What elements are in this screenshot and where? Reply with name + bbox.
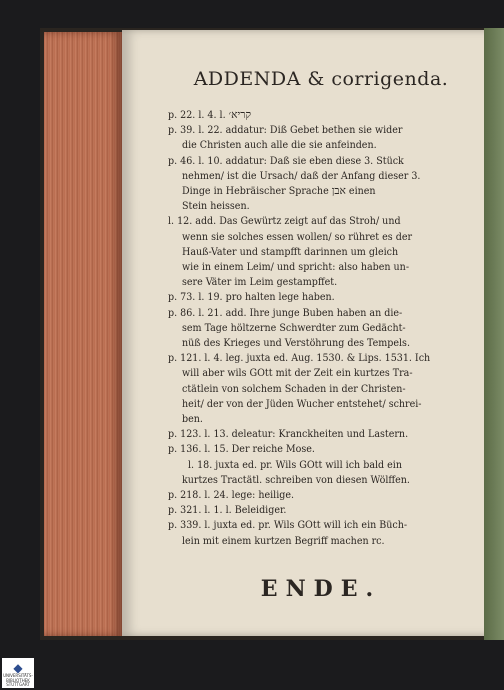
entry-line: wenn sie solches essen wollen/ so rühret es der [182, 230, 413, 243]
entry-line: p. 22. l. 4. l. קריא׳ [168, 109, 252, 121]
entry-line: wie in einem Leim/ und spricht: also haben un- [182, 261, 410, 274]
book-page [122, 30, 504, 636]
corrigendum-entry [168, 290, 504, 305]
library-logo-line: BIBLIOTHEK [6, 677, 30, 683]
entry-line: p. 121. l. 4. leg. juxta ed. Aug. 1530. & Lips. 1531. Ich [168, 352, 431, 365]
entry-line: l. 18. juxta ed. pr. Wils GOtt will ich bald ein [188, 458, 402, 471]
corrigendum-entry [168, 442, 504, 457]
corrigendum-entry [168, 108, 504, 123]
corrigendum-entry [168, 214, 504, 290]
entry-line: die Christen auch alle die sie anfeinden. [182, 139, 377, 152]
entry-line: ben. [182, 413, 203, 426]
entry-line: Dinge in Hebräischer Sprache אבן einen [182, 185, 376, 198]
entry-line: Stein heissen. [182, 200, 250, 213]
entry-line: p. 86. l. 21. add. Ihre junge Buben haben an die- [168, 306, 403, 319]
corrigendum-entry [168, 518, 504, 548]
finis: ENDE. [260, 576, 382, 602]
entry-line: nehmen/ ist die Ursach/ daß der Anfang dieser 3. [182, 169, 421, 182]
corrigendum-entry [168, 123, 504, 153]
entry-line: sem Tage höltzerne Schwerdter zum Gedächt- [182, 321, 406, 334]
entry-line: p. 136. l. 15. Der reiche Mose. [168, 443, 315, 456]
corrigendum-entry [168, 306, 504, 352]
entry-line: kurtzes Tractätl. schreiben von diesen Wölffen. [182, 473, 410, 486]
entry-line: lein mit einem kurtzen Begriff machen rc. [182, 534, 385, 547]
entry-line: l. 12. add. Das Gewürtz zeigt auf das Stroh/ und [168, 215, 401, 228]
corrigendum-entry [168, 154, 504, 215]
page-title: ADDENDA & corrigenda. [193, 68, 449, 90]
corrigendum-entry [168, 503, 504, 518]
entry-line: p. 46. l. 10. addatur: Daß sie eben diese 3. Stück [168, 154, 404, 167]
corrigendum-entry [168, 427, 504, 442]
entry-line: p. 321. l. 1. l. Beleidiger. [168, 504, 287, 517]
library-logo-icon: ◆ [13, 661, 23, 675]
book-spread [40, 28, 504, 640]
corrigendum-entry [168, 488, 504, 503]
cover-edge [484, 28, 504, 640]
entry-line: heit/ der von der Jüden Wucher entstehet/ schrei- [182, 397, 422, 410]
entry-line: p. 218. l. 24. lege: heilige. [168, 489, 295, 502]
entry-line: p. 73. l. 19. pro halten lege haben. [168, 291, 335, 304]
entry-line: nüß des Krieges und Verstöhrung des Tempels. [182, 337, 410, 350]
entry-line: sere Väter im Leim gestampffet. [182, 276, 338, 289]
entry-line: Hauß-Vater und stampfft darinnen um gleich [182, 245, 399, 258]
entry-line: p. 339. l. juxta ed. pr. Wils GOtt will ich ein Büch- [168, 519, 408, 532]
entry-line: p. 39. l. 22. addatur: Diß Gebet bethen sie wider [168, 124, 403, 137]
library-logo-line: UNIVERSITÄTS- [3, 673, 33, 678]
corrigenda-list [168, 108, 504, 549]
corrigendum-entry [168, 351, 504, 427]
library-logo [2, 658, 34, 688]
entry-line: ctätlein von solchem Schaden in der Christen- [182, 382, 406, 395]
page-edges [44, 32, 122, 636]
corrigendum-entry [168, 458, 504, 488]
entry-line: p. 123. l. 13. deleatur: Kranckheiten und Lastern. [168, 428, 409, 441]
library-logo-line: STUTTGART [6, 682, 30, 687]
entry-line: will aber wils GOtt mit der Zeit ein kurtzes Tra- [182, 367, 413, 380]
